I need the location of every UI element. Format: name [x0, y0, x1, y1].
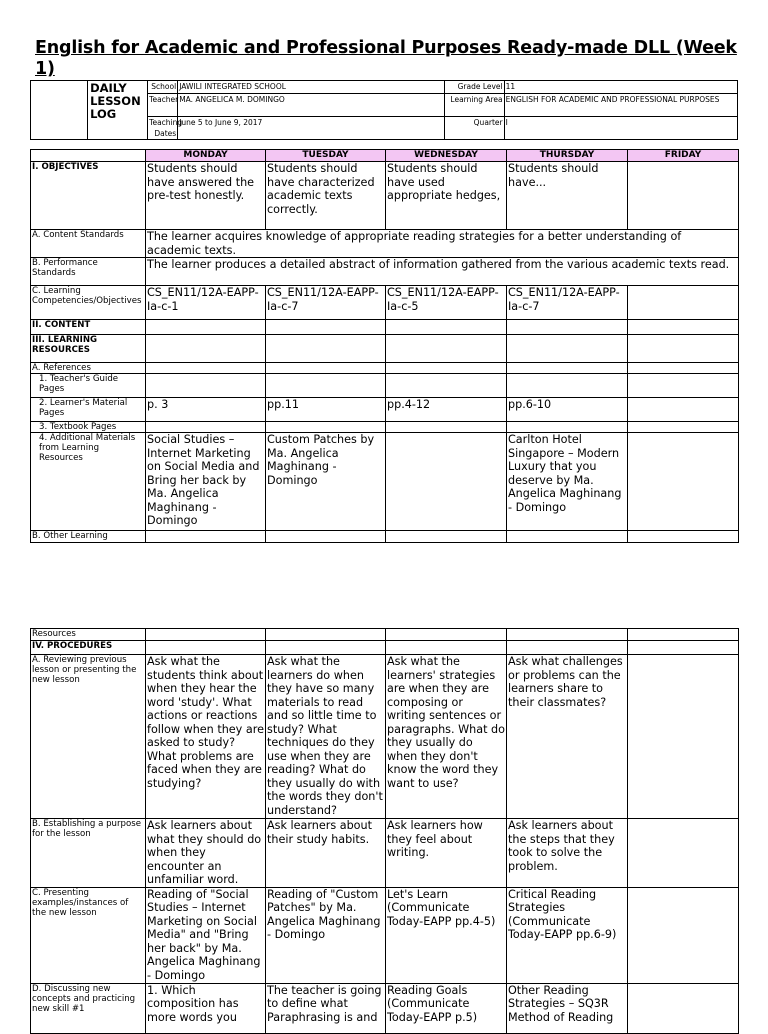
cell-friday: [628, 398, 739, 422]
competencies-row: [31, 286, 739, 320]
row-label: B. Establishing a purpose for the lesson: [31, 819, 146, 888]
day-monday: MONDAY: [146, 150, 266, 162]
row-label: C. Learning Competencies/Objectives: [31, 286, 146, 320]
row-label: I. OBJECTIVES: [31, 162, 146, 230]
row-label: III. LEARNING RESOURCES: [31, 335, 146, 363]
cell-monday: CS_EN11/12A-EAPP-Ia-c-1: [146, 286, 266, 320]
school-label: School: [148, 81, 178, 94]
cell-wednesday: Ask learners how they feel about writing.: [386, 819, 507, 888]
cell-tuesday: Custom Patches by Ma. Angelica Maghinang - Domingo: [266, 433, 386, 531]
grade-level-label: Grade Level: [444, 81, 504, 94]
cell-tuesday: Ask what the learners do when they have so many materials to read and so little time to study? What techniques do they use when they are reading? What do they usually do with the words they don't understand?: [266, 655, 386, 819]
cell-monday: Social Studies – Internet Marketing on Social Media and Bring her back by Ma. Angelica Maghinang - Domingo: [146, 433, 266, 531]
cell-thursday: Students should have...: [507, 162, 628, 230]
cell-wednesday: Reading Goals (Communicate Today-EAPP p.5): [386, 983, 507, 1033]
teachers-guide-row: [31, 374, 739, 398]
cell-wednesday: Let's Learn (Communicate Today-EAPP pp.4-5): [386, 887, 507, 983]
row-label: B. Other Learning: [31, 531, 146, 543]
cell-wednesday: Ask what the learners' strategies are when they are composing or writing sentences or paragraphs. What do they usually do when they don't know the word they want to use?: [386, 655, 507, 819]
lesson-log-header: [30, 80, 738, 140]
performance-standards-row: [31, 258, 739, 286]
cell-thursday: Other Reading Strategies – SQ3R Method of Reading: [507, 983, 628, 1033]
reviewing-row: [31, 655, 739, 819]
cell-wednesday: CS_EN11/12A-EAPP-Ia-c-5: [386, 286, 507, 320]
row-label: 4. Additional Materials from Learning Resources: [31, 433, 146, 531]
cell-merged: The learner produces a detailed abstract of information gathered from the various academic texts read.: [146, 258, 739, 286]
grade-level-value: 11: [504, 81, 737, 94]
learning-area-label: Learning Area: [444, 94, 504, 117]
cell-thursday: pp.6-10: [507, 398, 628, 422]
references-row: [31, 363, 739, 374]
day-wednesday: WEDNESDAY: [386, 150, 507, 162]
cell-monday: Reading of "Social Studies – Internet Marketing on Social Media" and "Bring her back" by Ma. Angelica Maghinang - Domingo: [146, 887, 266, 983]
daily-lesson-log-label: DAILY LESSON LOG: [88, 81, 148, 140]
cell-monday: 1. Which composition has more words you: [146, 983, 266, 1033]
cell-friday: [628, 286, 739, 320]
row-label: 3. Textbook Pages: [31, 422, 146, 433]
cell-monday: Students should have answered the pre-test honestly.: [146, 162, 266, 230]
additional-materials-row: [31, 433, 739, 531]
row-label: A. Content Standards: [31, 230, 146, 258]
row-label: C. Presenting examples/instances of the new lesson: [31, 887, 146, 983]
textbook-row: [31, 422, 739, 433]
cell-thursday: CS_EN11/12A-EAPP-Ia-c-7: [507, 286, 628, 320]
cell-thursday: Ask learners about the steps that they took to solve the problem.: [507, 819, 628, 888]
cell-wednesday: [386, 433, 507, 531]
learners-material-row: [31, 398, 739, 422]
other-learning-row-cont: [31, 629, 739, 641]
content-standards-row: [31, 230, 739, 258]
cell-friday: [628, 433, 739, 531]
cell-tuesday: CS_EN11/12A-EAPP-Ia-c-7: [266, 286, 386, 320]
cell-friday: [628, 983, 739, 1033]
row-label: 2. Learner's Material Pages: [31, 398, 146, 422]
cell-wednesday: pp.4-12: [386, 398, 507, 422]
cell-friday: [628, 162, 739, 230]
teaching-dates-label: Teaching Dates: [149, 118, 183, 138]
cell-friday: [628, 655, 739, 819]
purpose-row: [31, 819, 739, 888]
other-learning-row: [31, 531, 739, 543]
quarter-label: Quarter: [444, 117, 504, 140]
row-label: B. Performance Standards: [31, 258, 146, 286]
row-label: Resources: [31, 629, 146, 641]
lesson-plan-table: [30, 149, 739, 543]
objectives-row: [31, 162, 739, 230]
day-friday: FRIDAY: [628, 150, 739, 162]
cell-monday: Ask learners about what they should do when they encounter an unfamiliar word.: [146, 819, 266, 888]
content-row: [31, 320, 739, 335]
cell-tuesday: Students should have characterized academic texts correctly.: [266, 162, 386, 230]
teacher-value: MA. ANGELICA M. DOMINGO: [178, 94, 444, 117]
discussing-row: [31, 983, 739, 1033]
cell-monday: Ask what the students think about when they hear the word 'study'. What actions or reactions follow when they are asked to study? What problems are faced when they are studying?: [146, 655, 266, 819]
cell-tuesday: Ask learners about their study habits.: [266, 819, 386, 888]
learning-area-value: ENGLISH FOR ACADEMIC AND PROFESSIONAL PURPOSES: [504, 94, 737, 117]
day-tuesday: TUESDAY: [266, 150, 386, 162]
teaching-dates-value: June 5 to June 9, 2017: [178, 117, 444, 140]
cell-monday: p. 3: [146, 398, 266, 422]
cell-tuesday: pp.11: [266, 398, 386, 422]
cell-tuesday: The teacher is going to define what Paraphrasing is and: [266, 983, 386, 1033]
cell-tuesday: Reading of "Custom Patches" by Ma. Angelica Maghinang - Domingo: [266, 887, 386, 983]
cell-merged: The learner acquires knowledge of appropriate reading strategies for a better understanding of academic texts.: [146, 230, 739, 258]
cell-thursday: Ask what challenges or problems can the learners share to their classmates?: [507, 655, 628, 819]
learning-resources-row: [31, 335, 739, 363]
cell-friday: [628, 819, 739, 888]
quarter-value: I: [504, 117, 737, 140]
day-header-row: [31, 150, 739, 162]
school-value: JAWILI INTEGRATED SCHOOL: [178, 81, 444, 94]
row-label: II. CONTENT: [31, 320, 146, 335]
procedures-row: [31, 641, 739, 655]
cell-thursday: Critical Reading Strategies (Communicate Today-EAPP pp.6-9): [507, 887, 628, 983]
teacher-label: Teacher: [148, 94, 178, 117]
page-title: English for Academic and Professional Purposes Ready-made DLL (Week 1): [35, 38, 737, 79]
row-label: D. Discussing new concepts and practicing new skill #1: [31, 983, 146, 1033]
lesson-plan-table-continued: [30, 628, 739, 1034]
cell-friday: [628, 887, 739, 983]
row-label: A. Reviewing previous lesson or presenting the new lesson: [31, 655, 146, 819]
row-label: IV. PROCEDURES: [31, 641, 146, 655]
cell-thursday: Carlton Hotel Singapore – Modern Luxury that you deserve by Ma. Angelica Maghinang - Domingo: [507, 433, 628, 531]
presenting-row: [31, 887, 739, 983]
cell-wednesday: Students should have used appropriate hedges,: [386, 162, 507, 230]
day-thursday: THURSDAY: [507, 150, 628, 162]
row-label: 1. Teacher's Guide Pages: [31, 374, 146, 398]
row-label: A. References: [31, 363, 146, 374]
